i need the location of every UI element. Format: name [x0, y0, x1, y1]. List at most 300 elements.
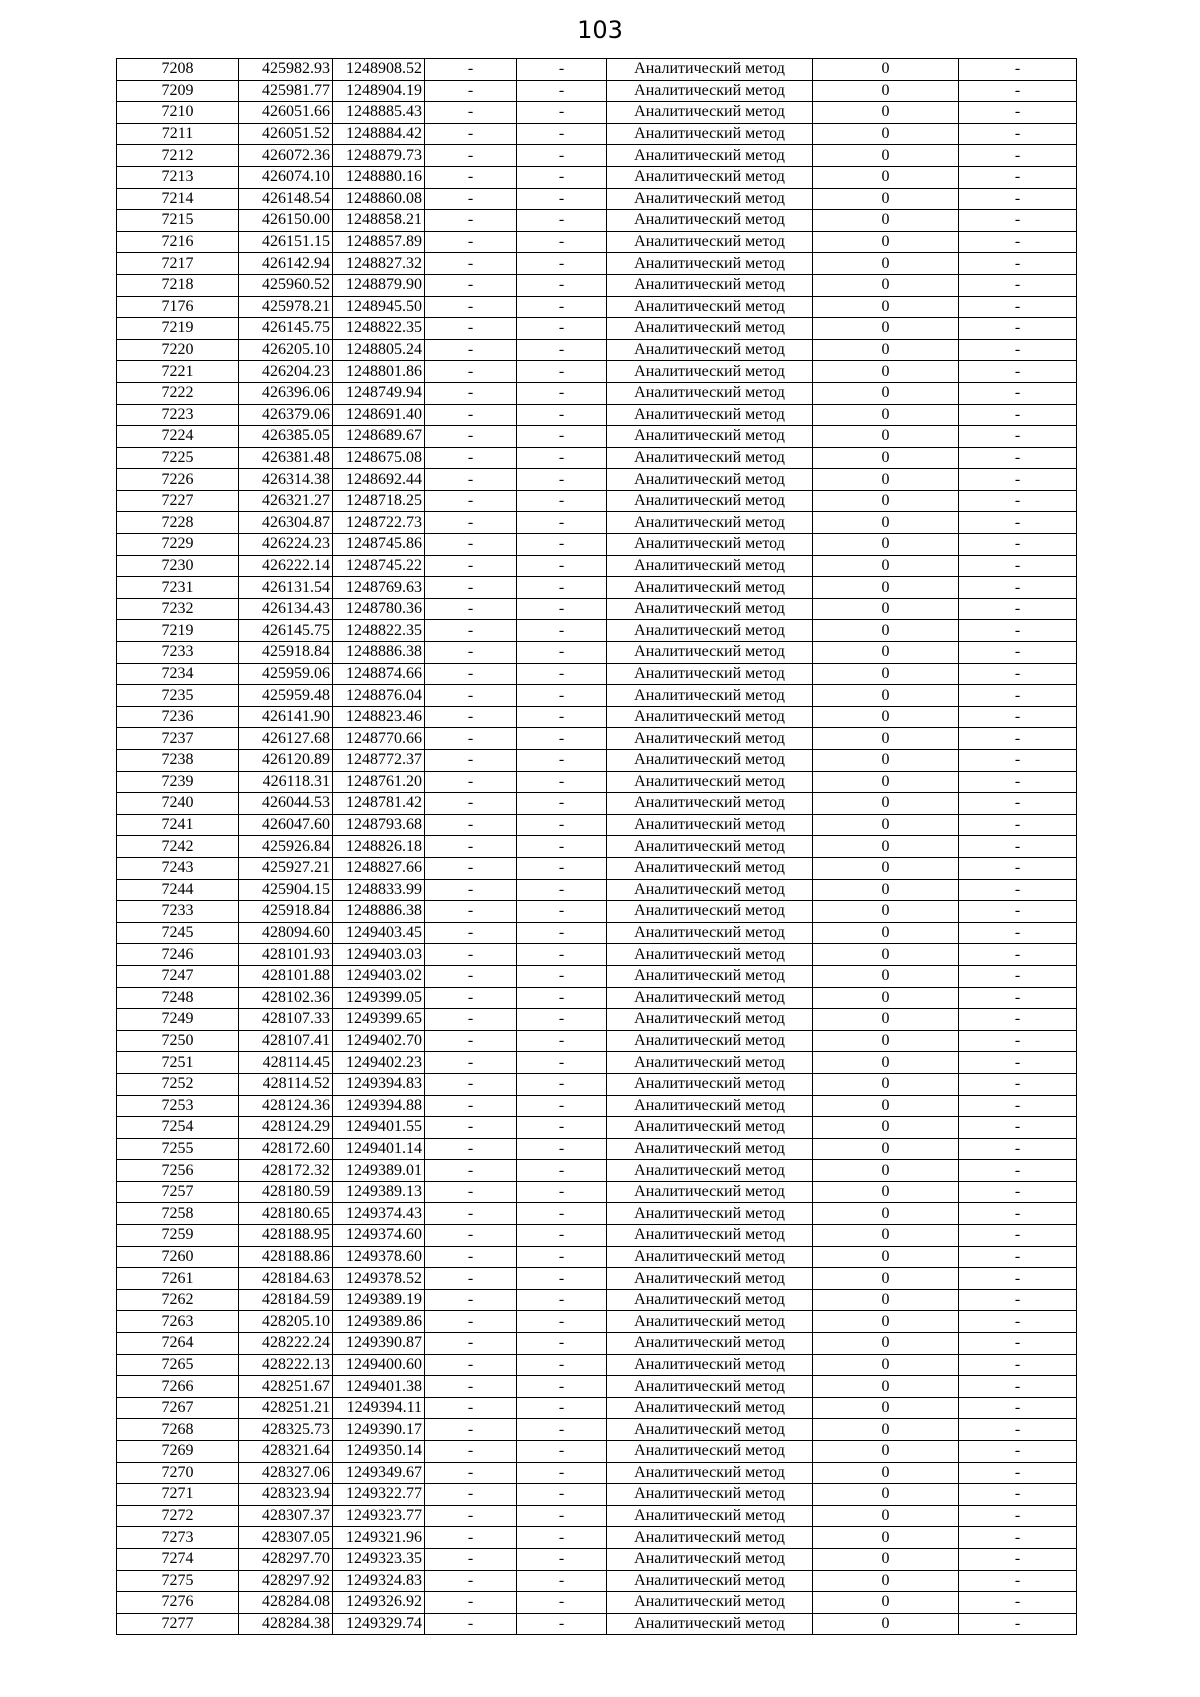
dash-cell: -	[959, 922, 1077, 944]
dash-cell: -	[959, 210, 1077, 232]
precision-cell: 0	[813, 620, 959, 642]
x-coordinate-cell: 428180.65	[239, 1203, 333, 1225]
precision-cell: 0	[813, 1030, 959, 1052]
dash-cell: -	[517, 1419, 607, 1441]
point-number-cell: 7228	[117, 512, 239, 534]
y-coordinate-cell: 1249374.43	[333, 1203, 425, 1225]
dash-cell: -	[425, 642, 517, 664]
precision-cell: 0	[813, 750, 959, 772]
point-number-cell: 7214	[117, 188, 239, 210]
precision-cell: 0	[813, 210, 959, 232]
dash-cell: -	[425, 426, 517, 448]
x-coordinate-cell: 428184.63	[239, 1268, 333, 1290]
x-coordinate-cell: 428327.06	[239, 1462, 333, 1484]
x-coordinate-cell: 426131.54	[239, 577, 333, 599]
y-coordinate-cell: 1249399.05	[333, 987, 425, 1009]
precision-cell: 0	[813, 469, 959, 491]
method-cell: Аналитический метод	[607, 750, 813, 772]
table-row	[117, 1268, 1077, 1290]
x-coordinate-cell: 425959.48	[239, 685, 333, 707]
x-coordinate-cell: 428284.08	[239, 1592, 333, 1614]
dash-cell: -	[517, 102, 607, 124]
y-coordinate-cell: 1248770.66	[333, 728, 425, 750]
method-cell: Аналитический метод	[607, 382, 813, 404]
table-row	[117, 123, 1077, 145]
y-coordinate-cell: 1248822.35	[333, 620, 425, 642]
point-number-cell: 7236	[117, 706, 239, 728]
method-cell: Аналитический метод	[607, 1484, 813, 1506]
y-coordinate-cell: 1249399.65	[333, 1009, 425, 1031]
dash-cell: -	[959, 447, 1077, 469]
dash-cell: -	[425, 296, 517, 318]
dash-cell: -	[425, 274, 517, 296]
table-row	[117, 1333, 1077, 1355]
method-cell: Аналитический метод	[607, 771, 813, 793]
method-cell: Аналитический метод	[607, 728, 813, 750]
y-coordinate-cell: 1248749.94	[333, 382, 425, 404]
precision-cell: 0	[813, 1203, 959, 1225]
dash-cell: -	[517, 1527, 607, 1549]
y-coordinate-cell: 1248826.18	[333, 836, 425, 858]
point-number-cell: 7250	[117, 1030, 239, 1052]
precision-cell: 0	[813, 987, 959, 1009]
precision-cell: 0	[813, 1484, 959, 1506]
dash-cell: -	[959, 1484, 1077, 1506]
dash-cell: -	[959, 166, 1077, 188]
dash-cell: -	[959, 123, 1077, 145]
table-row	[117, 577, 1077, 599]
table-row	[117, 1613, 1077, 1635]
dash-cell: -	[517, 879, 607, 901]
method-cell: Аналитический метод	[607, 1246, 813, 1268]
dash-cell: -	[425, 1160, 517, 1182]
method-cell: Аналитический метод	[607, 1268, 813, 1290]
dash-cell: -	[425, 1117, 517, 1139]
precision-cell: 0	[813, 1505, 959, 1527]
y-coordinate-cell: 1249402.70	[333, 1030, 425, 1052]
precision-cell: 0	[813, 1160, 959, 1182]
method-cell: Аналитический метод	[607, 1073, 813, 1095]
y-coordinate-cell: 1249400.60	[333, 1354, 425, 1376]
dash-cell: -	[425, 1052, 517, 1074]
table-row	[117, 534, 1077, 556]
dash-cell: -	[517, 1570, 607, 1592]
x-coordinate-cell: 426222.14	[239, 555, 333, 577]
dash-cell: -	[959, 145, 1077, 167]
dash-cell: -	[517, 1592, 607, 1614]
dash-cell: -	[959, 1138, 1077, 1160]
point-number-cell: 7215	[117, 210, 239, 232]
point-number-cell: 7271	[117, 1484, 239, 1506]
point-number-cell: 7254	[117, 1117, 239, 1139]
method-cell: Аналитический метод	[607, 1441, 813, 1463]
table-row	[117, 1527, 1077, 1549]
precision-cell: 0	[813, 1095, 959, 1117]
x-coordinate-cell: 428284.38	[239, 1613, 333, 1635]
method-cell: Аналитический метод	[607, 145, 813, 167]
dash-cell: -	[517, 1441, 607, 1463]
precision-cell: 0	[813, 231, 959, 253]
table-row	[117, 145, 1077, 167]
point-number-cell: 7223	[117, 404, 239, 426]
point-number-cell: 7208	[117, 59, 239, 81]
x-coordinate-cell: 426304.87	[239, 512, 333, 534]
point-number-cell: 7234	[117, 663, 239, 685]
precision-cell: 0	[813, 1592, 959, 1614]
y-coordinate-cell: 1248823.46	[333, 706, 425, 728]
dash-cell: -	[425, 210, 517, 232]
y-coordinate-cell: 1249349.67	[333, 1462, 425, 1484]
table-row	[117, 426, 1077, 448]
y-coordinate-cell: 1249324.83	[333, 1570, 425, 1592]
dash-cell: -	[959, 59, 1077, 81]
method-cell: Аналитический метод	[607, 836, 813, 858]
y-coordinate-cell: 1249389.19	[333, 1289, 425, 1311]
precision-cell: 0	[813, 318, 959, 340]
dash-cell: -	[517, 642, 607, 664]
dash-cell: -	[425, 901, 517, 923]
method-cell: Аналитический метод	[607, 965, 813, 987]
x-coordinate-cell: 426321.27	[239, 490, 333, 512]
dash-cell: -	[959, 382, 1077, 404]
precision-cell: 0	[813, 836, 959, 858]
y-coordinate-cell: 1249329.74	[333, 1613, 425, 1635]
dash-cell: -	[517, 231, 607, 253]
table-row	[117, 1592, 1077, 1614]
dash-cell: -	[517, 210, 607, 232]
dash-cell: -	[517, 771, 607, 793]
dash-cell: -	[959, 577, 1077, 599]
y-coordinate-cell: 1248879.90	[333, 274, 425, 296]
dash-cell: -	[425, 793, 517, 815]
x-coordinate-cell: 426205.10	[239, 339, 333, 361]
y-coordinate-cell: 1248745.86	[333, 534, 425, 556]
y-coordinate-cell: 1248772.37	[333, 750, 425, 772]
dash-cell: -	[517, 620, 607, 642]
table-row	[117, 965, 1077, 987]
x-coordinate-cell: 428107.41	[239, 1030, 333, 1052]
precision-cell: 0	[813, 404, 959, 426]
x-coordinate-cell: 426145.75	[239, 620, 333, 642]
method-cell: Аналитический метод	[607, 361, 813, 383]
dash-cell: -	[425, 1073, 517, 1095]
x-coordinate-cell: 426142.94	[239, 253, 333, 275]
y-coordinate-cell: 1248691.40	[333, 404, 425, 426]
table-row	[117, 1095, 1077, 1117]
y-coordinate-cell: 1248879.73	[333, 145, 425, 167]
dash-cell: -	[517, 728, 607, 750]
x-coordinate-cell: 426044.53	[239, 793, 333, 815]
point-number-cell: 7274	[117, 1548, 239, 1570]
y-coordinate-cell: 1248793.68	[333, 814, 425, 836]
y-coordinate-cell: 1248827.66	[333, 857, 425, 879]
method-cell: Аналитический метод	[607, 102, 813, 124]
precision-cell: 0	[813, 1419, 959, 1441]
point-number-cell: 7273	[117, 1527, 239, 1549]
y-coordinate-cell: 1249378.60	[333, 1246, 425, 1268]
precision-cell: 0	[813, 1246, 959, 1268]
y-coordinate-cell: 1249322.77	[333, 1484, 425, 1506]
dash-cell: -	[959, 1311, 1077, 1333]
dash-cell: -	[425, 879, 517, 901]
table-row	[117, 901, 1077, 923]
y-coordinate-cell: 1248769.63	[333, 577, 425, 599]
dash-cell: -	[959, 296, 1077, 318]
dash-cell: -	[517, 663, 607, 685]
dash-cell: -	[425, 663, 517, 685]
y-coordinate-cell: 1248945.50	[333, 296, 425, 318]
dash-cell: -	[517, 1484, 607, 1506]
dash-cell: -	[517, 1268, 607, 1290]
dash-cell: -	[425, 145, 517, 167]
x-coordinate-cell: 428323.94	[239, 1484, 333, 1506]
y-coordinate-cell: 1249374.60	[333, 1225, 425, 1247]
x-coordinate-cell: 428094.60	[239, 922, 333, 944]
point-number-cell: 7255	[117, 1138, 239, 1160]
dash-cell: -	[517, 123, 607, 145]
dash-cell: -	[425, 1354, 517, 1376]
dash-cell: -	[517, 793, 607, 815]
method-cell: Аналитический метод	[607, 1030, 813, 1052]
table-row	[117, 793, 1077, 815]
point-number-cell: 7239	[117, 771, 239, 793]
precision-cell: 0	[813, 793, 959, 815]
point-number-cell: 7262	[117, 1289, 239, 1311]
dash-cell: -	[959, 793, 1077, 815]
point-number-cell: 7225	[117, 447, 239, 469]
dash-cell: -	[517, 598, 607, 620]
method-cell: Аналитический метод	[607, 296, 813, 318]
method-cell: Аналитический метод	[607, 1397, 813, 1419]
y-coordinate-cell: 1248692.44	[333, 469, 425, 491]
dash-cell: -	[517, 1548, 607, 1570]
dash-cell: -	[959, 1009, 1077, 1031]
table-row	[117, 1548, 1077, 1570]
dash-cell: -	[425, 166, 517, 188]
dash-cell: -	[517, 404, 607, 426]
dash-cell: -	[425, 857, 517, 879]
x-coordinate-cell: 426120.89	[239, 750, 333, 772]
precision-cell: 0	[813, 339, 959, 361]
dash-cell: -	[517, 512, 607, 534]
x-coordinate-cell: 426051.66	[239, 102, 333, 124]
method-cell: Аналитический метод	[607, 1462, 813, 1484]
table-row	[117, 1397, 1077, 1419]
method-cell: Аналитический метод	[607, 642, 813, 664]
precision-cell: 0	[813, 685, 959, 707]
y-coordinate-cell: 1249323.77	[333, 1505, 425, 1527]
dash-cell: -	[425, 1484, 517, 1506]
table-row	[117, 166, 1077, 188]
dash-cell: -	[959, 534, 1077, 556]
x-coordinate-cell: 425927.21	[239, 857, 333, 879]
dash-cell: -	[517, 555, 607, 577]
dash-cell: -	[959, 1052, 1077, 1074]
precision-cell: 0	[813, 857, 959, 879]
method-cell: Аналитический метод	[607, 469, 813, 491]
precision-cell: 0	[813, 1009, 959, 1031]
x-coordinate-cell: 426141.90	[239, 706, 333, 728]
table-row	[117, 1138, 1077, 1160]
dash-cell: -	[959, 728, 1077, 750]
dash-cell: -	[517, 80, 607, 102]
table-row	[117, 1570, 1077, 1592]
point-number-cell: 7246	[117, 944, 239, 966]
x-coordinate-cell: 428222.24	[239, 1333, 333, 1355]
dash-cell: -	[517, 1376, 607, 1398]
method-cell: Аналитический метод	[607, 1052, 813, 1074]
point-number-cell: 7232	[117, 598, 239, 620]
table-row	[117, 512, 1077, 534]
dash-cell: -	[959, 426, 1077, 448]
table-row	[117, 469, 1077, 491]
dash-cell: -	[517, 814, 607, 836]
x-coordinate-cell: 428184.59	[239, 1289, 333, 1311]
point-number-cell: 7227	[117, 490, 239, 512]
x-coordinate-cell: 428325.73	[239, 1419, 333, 1441]
x-coordinate-cell: 428101.88	[239, 965, 333, 987]
y-coordinate-cell: 1249403.02	[333, 965, 425, 987]
table-row	[117, 1354, 1077, 1376]
point-number-cell: 7212	[117, 145, 239, 167]
table-row	[117, 80, 1077, 102]
precision-cell: 0	[813, 188, 959, 210]
dash-cell: -	[959, 1354, 1077, 1376]
method-cell: Аналитический метод	[607, 447, 813, 469]
dash-cell: -	[517, 166, 607, 188]
dash-cell: -	[959, 188, 1077, 210]
table-row	[117, 1376, 1077, 1398]
method-cell: Аналитический метод	[607, 1138, 813, 1160]
dash-cell: -	[517, 1397, 607, 1419]
dash-cell: -	[959, 620, 1077, 642]
table-row	[117, 857, 1077, 879]
precision-cell: 0	[813, 1376, 959, 1398]
point-number-cell: 7176	[117, 296, 239, 318]
x-coordinate-cell: 428101.93	[239, 944, 333, 966]
x-coordinate-cell: 428205.10	[239, 1311, 333, 1333]
x-coordinate-cell: 428321.64	[239, 1441, 333, 1463]
x-coordinate-cell: 425904.15	[239, 879, 333, 901]
y-coordinate-cell: 1248885.43	[333, 102, 425, 124]
y-coordinate-cell: 1248884.42	[333, 123, 425, 145]
precision-cell: 0	[813, 879, 959, 901]
y-coordinate-cell: 1248761.20	[333, 771, 425, 793]
method-cell: Аналитический метод	[607, 901, 813, 923]
method-cell: Аналитический метод	[607, 1592, 813, 1614]
x-coordinate-cell: 426381.48	[239, 447, 333, 469]
table-row	[117, 1203, 1077, 1225]
y-coordinate-cell: 1249326.92	[333, 1592, 425, 1614]
table-row	[117, 555, 1077, 577]
dash-cell: -	[959, 361, 1077, 383]
y-coordinate-cell: 1248876.04	[333, 685, 425, 707]
x-coordinate-cell: 428124.36	[239, 1095, 333, 1117]
table-row	[117, 1030, 1077, 1052]
dash-cell: -	[425, 361, 517, 383]
point-number-cell: 7248	[117, 987, 239, 1009]
precision-cell: 0	[813, 1289, 959, 1311]
table-row	[117, 59, 1077, 81]
dash-cell: -	[517, 836, 607, 858]
dash-cell: -	[517, 1073, 607, 1095]
table-row	[117, 274, 1077, 296]
dash-cell: -	[425, 318, 517, 340]
precision-cell: 0	[813, 447, 959, 469]
precision-cell: 0	[813, 577, 959, 599]
dash-cell: -	[517, 490, 607, 512]
dash-cell: -	[425, 706, 517, 728]
table-row	[117, 210, 1077, 232]
dash-cell: -	[517, 965, 607, 987]
table-row	[117, 922, 1077, 944]
dash-cell: -	[425, 534, 517, 556]
point-number-cell: 7238	[117, 750, 239, 772]
x-coordinate-cell: 428297.70	[239, 1548, 333, 1570]
y-coordinate-cell: 1248904.19	[333, 80, 425, 102]
point-number-cell: 7264	[117, 1333, 239, 1355]
method-cell: Аналитический метод	[607, 1354, 813, 1376]
table-row	[117, 1289, 1077, 1311]
dash-cell: -	[517, 857, 607, 879]
dash-cell: -	[425, 1181, 517, 1203]
dash-cell: -	[959, 80, 1077, 102]
precision-cell: 0	[813, 555, 959, 577]
dash-cell: -	[425, 1030, 517, 1052]
dash-cell: -	[425, 1138, 517, 1160]
table-row	[117, 188, 1077, 210]
x-coordinate-cell: 426051.52	[239, 123, 333, 145]
precision-cell: 0	[813, 1117, 959, 1139]
precision-cell: 0	[813, 296, 959, 318]
precision-cell: 0	[813, 1441, 959, 1463]
dash-cell: -	[959, 706, 1077, 728]
table-row	[117, 663, 1077, 685]
method-cell: Аналитический метод	[607, 123, 813, 145]
point-number-cell: 7216	[117, 231, 239, 253]
table-row	[117, 685, 1077, 707]
precision-cell: 0	[813, 771, 959, 793]
method-cell: Аналитический метод	[607, 1548, 813, 1570]
y-coordinate-cell: 1249401.55	[333, 1117, 425, 1139]
dash-cell: -	[517, 382, 607, 404]
dash-cell: -	[425, 836, 517, 858]
dash-cell: -	[425, 1570, 517, 1592]
dash-cell: -	[425, 1505, 517, 1527]
x-coordinate-cell: 425918.84	[239, 901, 333, 923]
dash-cell: -	[517, 1009, 607, 1031]
precision-cell: 0	[813, 814, 959, 836]
dash-cell: -	[425, 1333, 517, 1355]
x-coordinate-cell: 428114.45	[239, 1052, 333, 1074]
point-number-cell: 7241	[117, 814, 239, 836]
dash-cell: -	[425, 965, 517, 987]
x-coordinate-cell: 428251.67	[239, 1376, 333, 1398]
precision-cell: 0	[813, 145, 959, 167]
x-coordinate-cell: 428188.95	[239, 1225, 333, 1247]
dash-cell: -	[425, 987, 517, 1009]
dash-cell: -	[959, 102, 1077, 124]
x-coordinate-cell: 426151.15	[239, 231, 333, 253]
dash-cell: -	[959, 944, 1077, 966]
y-coordinate-cell: 1249389.13	[333, 1181, 425, 1203]
table-row	[117, 1419, 1077, 1441]
method-cell: Аналитический метод	[607, 210, 813, 232]
dash-cell: -	[425, 102, 517, 124]
table-row	[117, 879, 1077, 901]
dash-cell: -	[517, 1505, 607, 1527]
point-number-cell: 7251	[117, 1052, 239, 1074]
